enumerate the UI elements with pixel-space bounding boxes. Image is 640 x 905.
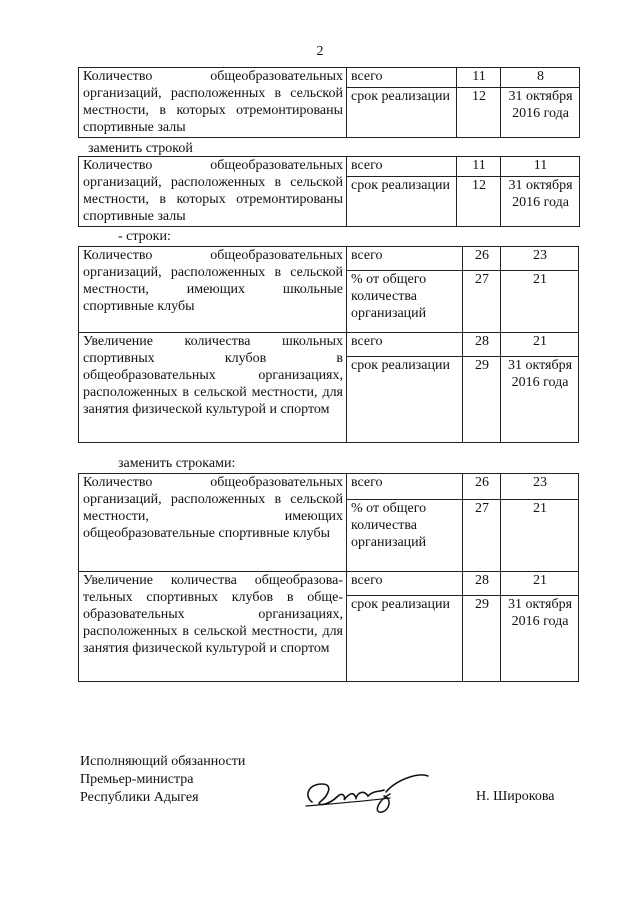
row-value: 8 [501, 68, 580, 88]
row-sublabel: срок реализации [347, 88, 457, 138]
position-line: Премьер-министра [80, 772, 194, 787]
table-row [79, 157, 580, 177]
row-description: Количество общеобразовательных организаций, расположенных в сельской местности, имеющих общеобразовательные спортивные клубы [79, 474, 347, 572]
signatory-position [80, 753, 245, 807]
row-description: Количество общеобразовательных организаций, расположенных в сельской местности, в которых отремонтированы спортивные залы [79, 157, 347, 227]
row-number: 27 [463, 271, 501, 333]
row-description: Количество общеобразовательных организаций, расположенных в сельской местности, имеющих школьные спортивные клубы [79, 247, 347, 333]
position-line: Исполняющий обязанности [80, 754, 246, 769]
table-row [79, 333, 579, 357]
row-sublabel: всего [347, 333, 463, 357]
row-sublabel: срок реализации [347, 596, 463, 682]
page-number: 2 [316, 44, 324, 59]
row-sublabel: всего [347, 157, 457, 177]
row-value: 23 [501, 474, 579, 500]
row-sublabel: всего [347, 68, 457, 88]
row-sublabel: срок реализации [347, 357, 463, 443]
row-value: 31 октября 2016 года [501, 357, 579, 443]
row-value: 31 октября 2016 года [501, 177, 580, 227]
row-number: 11 [457, 68, 501, 88]
indicator-table-replacement-1 [78, 156, 580, 227]
indicator-table-original-2 [78, 246, 579, 443]
table-row [79, 247, 579, 271]
row-sublabel: % от общего количества организаций [347, 500, 463, 572]
table-row [79, 474, 579, 500]
caption-replace-rows: заменить строками: [118, 456, 236, 471]
handwritten-signature [298, 762, 438, 822]
row-sublabel: % от общего количества организаций [347, 271, 463, 333]
row-value: 11 [501, 157, 580, 177]
caption-replace-row: заменить строкой [88, 141, 193, 156]
row-value: 21 [501, 572, 579, 596]
table-row [79, 572, 579, 596]
row-description: Количество общеобразовательных организаций, расположенных в сельской местности, в которых отремонтированы спортивные залы [79, 68, 347, 138]
row-number: 28 [463, 333, 501, 357]
row-value: 21 [501, 333, 579, 357]
row-description: Увеличение количества общеобразова-тельных спортивных клубов в обще-образовательных организациях, расположенных в сельской местности, для занятия физической культурой и спортом [79, 572, 347, 682]
row-sublabel: всего [347, 572, 463, 596]
row-sublabel: всего [347, 247, 463, 271]
signatory-name: Н. Широкова [476, 789, 555, 804]
row-number: 12 [457, 88, 501, 138]
row-value: 21 [501, 271, 579, 333]
row-description: Увеличение количества школьных спортивных клубов в общеобразовательных организациях, расположенных в сельской местности, для занятия физической культурой и спортом [79, 333, 347, 443]
row-value: 23 [501, 247, 579, 271]
row-number: 26 [463, 247, 501, 271]
row-sublabel: всего [347, 474, 463, 500]
row-number: 27 [463, 500, 501, 572]
row-number: 12 [457, 177, 501, 227]
row-number: 29 [463, 596, 501, 682]
row-value: 31 октября 2016 года [501, 88, 580, 138]
row-value: 31 октября 2016 года [501, 596, 579, 682]
row-value: 21 [501, 500, 579, 572]
table-row [79, 68, 580, 88]
position-line: Республики Адыгея [80, 790, 199, 805]
row-sublabel: срок реализации [347, 177, 457, 227]
indicator-table-original-1 [78, 67, 580, 138]
row-number: 29 [463, 357, 501, 443]
row-number: 26 [463, 474, 501, 500]
caption-rows: - строки: [118, 229, 171, 244]
row-number: 28 [463, 572, 501, 596]
indicator-table-replacement-2 [78, 473, 579, 682]
row-number: 11 [457, 157, 501, 177]
